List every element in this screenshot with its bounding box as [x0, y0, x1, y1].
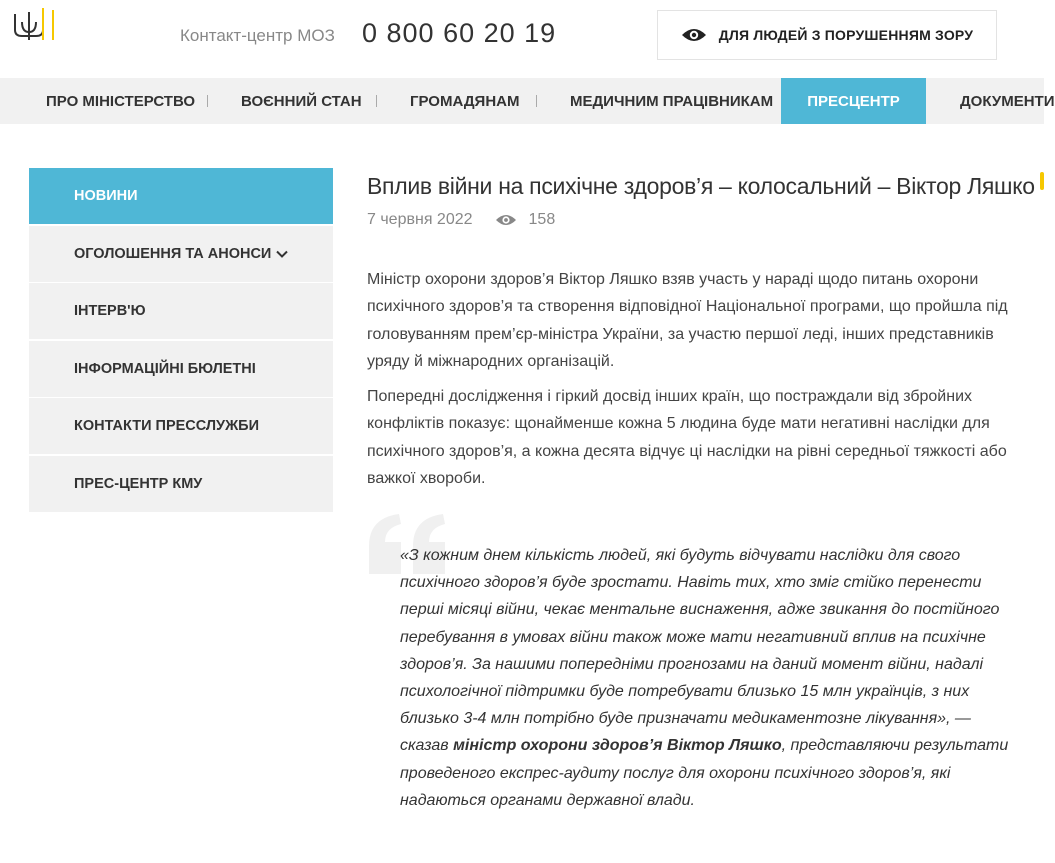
article-paragraph: Попередні дослідження і гіркий досвід інших країн, що постраждали від збройних конфліктів показує: щонайменше кожна 5 людина буде мати негативні наслідки для психічного здоров’я, а кожна десята відчує ці наслідки на рівні середньої тяжкості або важкої хвороби. — [367, 388, 1007, 488]
article-body — [367, 266, 1017, 500]
eye-icon — [495, 213, 517, 227]
nav-item-citizens[interactable]: ГРОМАДЯНАМ — [410, 92, 520, 110]
sidebar-item-label: ОГОЛОШЕННЯ ТА АНОНСИ — [74, 245, 272, 262]
nav-separator — [376, 95, 377, 107]
sidebar-menu — [29, 168, 333, 513]
logo-accent-bar — [42, 8, 44, 40]
nav-separator — [207, 95, 208, 107]
article-date: 7 червня 2022 — [367, 211, 473, 228]
article-paragraph: Міністр охорони здоров’я Віктор Ляшко взяв участь у нараді щодо питань охорони психічного здоров’я та створення відповідної Національної програми, що пройшла під головуванням прем’єр-міністра України, за участю першої леді, інших представників уряду й міжнародних організацій. — [367, 271, 1008, 370]
trident-icon[interactable] — [12, 10, 46, 42]
sidebar-item-label: КОНТАКТИ ПРЕССЛУЖБИ — [74, 418, 260, 434]
quote-speaker: міністр охорони здоров’я Віктор Ляшко — [453, 737, 782, 755]
nav-separator — [536, 95, 537, 107]
contact-center-label: Контакт-центр МОЗ — [180, 26, 335, 45]
sidebar-item-label: ІНФОРМАЦІЙНІ БЮЛЕТНІ — [74, 360, 256, 377]
article-quote — [400, 542, 1020, 814]
article-meta — [367, 211, 555, 229]
nav-item-martial-law[interactable]: ВОЄННИЙ СТАН — [241, 92, 362, 110]
nav-item-medical-workers[interactable]: МЕДИЧНИМ ПРАЦІВНИКАМ — [570, 92, 774, 110]
site-header — [0, 0, 1044, 78]
article-views-count: 158 — [528, 211, 556, 228]
quote-text: «З кожним днем кількість людей, які будуть відчувати наслідки для свого психічного здоров’я буде зростати. Навіть тих, хто зміг стійко перенести перші місяці війни, чекає ментальне виснаження, адже звикання до постійного перебування в умовах війни також може мати негативний вплив на психічне здоров’я. За нашими попередніми прогнозами на даний момент війни, надалі психологічної підтримки буде потребувати близько 15 млн українців, з них близько 3-4 млн потрібно буде призначати медикаментозне лікування», — сказав — [400, 547, 1000, 755]
accessibility-button-label: ДЛЯ ЛЮДЕЙ З ПОРУШЕННЯМ ЗОРУ — [718, 27, 974, 43]
article-title: Вплив війни на психічне здоров’я – колосальний – Віктор Ляшко — [367, 173, 1035, 199]
sidebar-item-kmu-press-center[interactable] — [29, 456, 333, 512]
sidebar-item-label: ПРЕС-ЦЕНТР КМУ — [74, 475, 203, 492]
chevron-down-icon[interactable] — [275, 247, 289, 261]
sidebar-item-news[interactable] — [29, 168, 333, 224]
accessibility-button[interactable] — [657, 10, 997, 60]
nav-item-documents[interactable]: ДОКУМЕНТИ — [960, 92, 1055, 110]
contact-phone[interactable]: 0 800 60 20 19 — [362, 18, 557, 48]
sidebar-item-label: ІНТЕРВ'Ю — [74, 303, 146, 319]
main-nav — [0, 78, 1055, 124]
nav-item-press-center[interactable]: ПРЕСЦЕНТР — [781, 78, 926, 124]
sidebar-item-announcements[interactable] — [29, 226, 333, 282]
sidebar-item-press-contacts[interactable] — [29, 398, 333, 454]
quote-tail: , представляючи результати проведеного експрес-аудиту послуг для охорони психічного здоров’я, які надаються органами державної влади. — [400, 737, 1009, 809]
nav-item-ministry[interactable]: ПРО МІНІСТЕРСТВО — [46, 92, 196, 110]
sidebar-item-bulletins[interactable] — [29, 341, 333, 397]
edge-accent-mark — [1040, 172, 1044, 190]
sidebar-item-label: НОВИНИ — [74, 188, 138, 204]
sidebar-item-interview[interactable] — [29, 283, 333, 339]
eye-icon — [681, 27, 707, 43]
